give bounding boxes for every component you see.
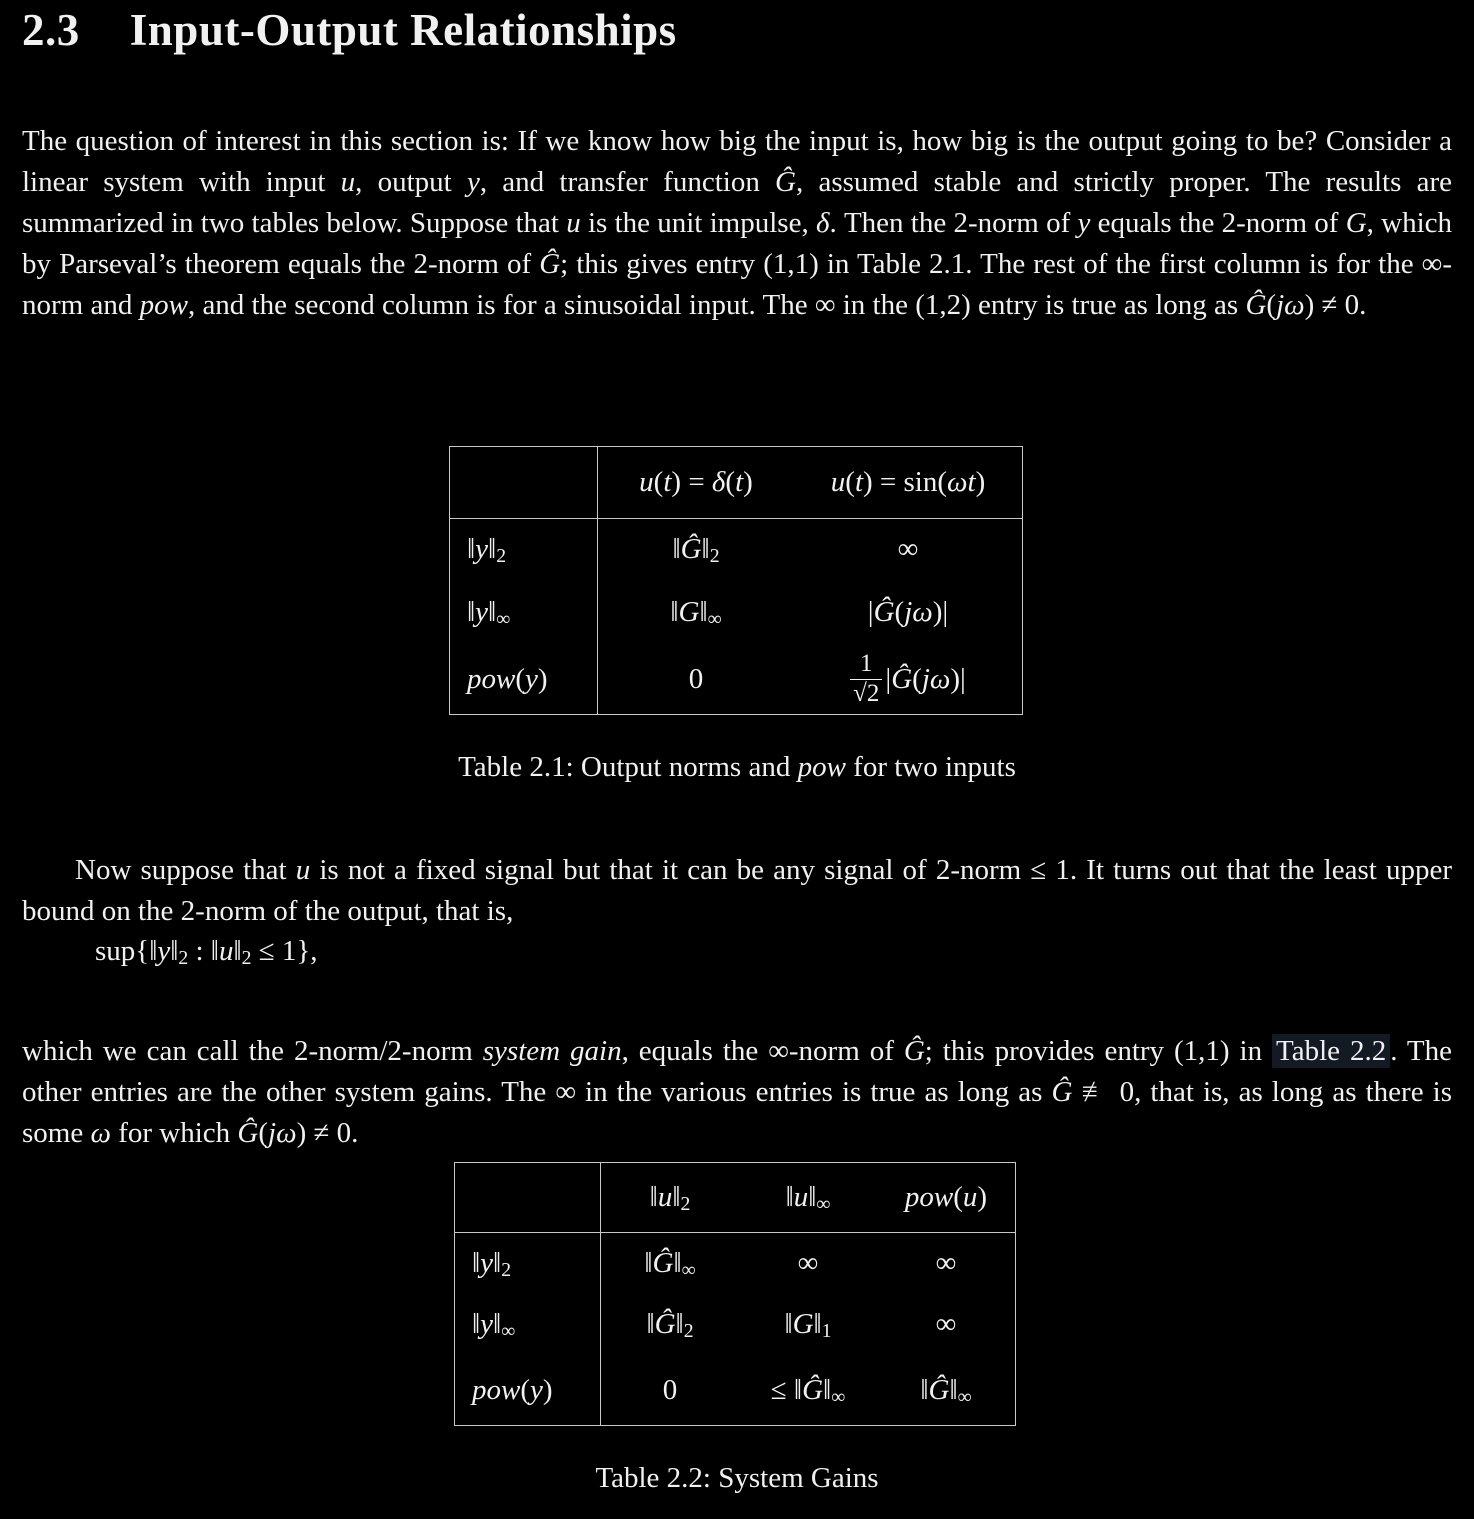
table1-rowlabel-y-2norm: $‖y‖_2$ — [450, 519, 598, 581]
table1-header-sinusoid-input: u(t) = sin(ωt) — [794, 447, 1023, 519]
paragraph-system-gain-text-before: which we can call the 2-norm/2-norm system gain, equals the ∞-norm of Ĝ; this provides entry (1,1) in — [22, 1035, 1273, 1067]
table-cell: ∞ — [935, 1246, 957, 1279]
table-cell-fraction — [794, 644, 1023, 715]
table2-rowlabel-pow-y: pow(y) — [455, 1355, 601, 1426]
table-cell: 0 — [688, 662, 704, 695]
table2-header-pow-u: pow(u) — [877, 1163, 1016, 1233]
table-cell: $‖Ĝ‖_2$ — [646, 1307, 694, 1342]
paragraph-system-gain-text-after: . The other entries are the other system gains. The ∞ in the various entries is true as long as Ĝ ≢ 0, that is, as long as there is some ω for which Ĝ(jω) ≠ 0. — [22, 1035, 1453, 1149]
table1-rowlabel-y-infnorm: $‖y‖_\infty$ — [450, 580, 598, 644]
table-2-1-caption: Table 2.1: Output norms and pow for two inputs — [458, 751, 1016, 783]
table-2-2 — [454, 1162, 1016, 1426]
table1-rowlabel-pow-y: pow(y) — [450, 644, 598, 715]
table2-rowlabel-y-2norm: $‖y‖_2$ — [455, 1233, 601, 1294]
table-cell: 0 — [662, 1373, 678, 1406]
table-2-2-link[interactable]: Table 2.2 — [1272, 1034, 1390, 1068]
paragraph-intro: The question of interest in this section is: If we know how big the input is, how big is the output going to be? Consider a linear system with input u, output y, and transfer function Ĝ, assumed stable and strictly proper. The results are summarized in two tables below. Suppose that u is the unit impulse, δ. Then the 2-norm of y equals the 2-norm of G, which by Parseval’s theorem equals the 2-norm of Ĝ; this gives entry (1,1) in Table 2.1. The rest of the first column is for the ∞-norm and pow, and the second column is for a sinusoidal input. The ∞ in the (1,2) entry is true as long as Ĝ(jω) ≠ 0. — [22, 125, 1453, 321]
table2-header-u-2norm: $‖u‖_2$ — [601, 1163, 740, 1233]
table-row — [455, 1355, 1016, 1426]
display-equation-sup: $sup\{‖y‖_2$ : $‖u‖_2 \le 1$}, — [95, 935, 318, 970]
fraction-rest: |Ĝ(jω)| — [885, 662, 966, 695]
table-row — [455, 1233, 1016, 1294]
table-cell: |Ĝ(jω)| — [867, 595, 949, 628]
table-cell: $‖Ĝ‖_\infty$ — [920, 1373, 972, 1408]
fraction-denominator: √2 — [850, 679, 882, 709]
table2-corner-cell — [455, 1163, 601, 1233]
table-cell: $‖G‖_\infty$ — [670, 595, 722, 630]
table-cell: ∞ — [897, 533, 919, 565]
table-row — [455, 1293, 1016, 1355]
section-number: 2.3 — [22, 5, 80, 55]
table-cell: ∞ — [935, 1307, 957, 1340]
table-cell: $‖Ĝ‖_2$ — [672, 533, 720, 568]
table-row — [450, 519, 1023, 581]
table1-header-impulse-input: u(t) = δ(t) — [598, 447, 795, 519]
table-cell: $‖Ĝ‖_\infty$ — [644, 1246, 696, 1281]
paragraph-sup-intro: Now suppose that u is not a fixed signal but that it can be any signal of 2-norm ≤ 1. It turns out that the least upper bound on the 2-norm of the output, that is, — [22, 854, 1452, 927]
table-row — [450, 644, 1023, 715]
table1-corner-cell — [450, 447, 598, 519]
table-2-2-caption: Table 2.2: System Gains — [595, 1462, 879, 1494]
section-heading — [22, 4, 677, 56]
section-title: Input-Output Relationships — [129, 5, 677, 55]
table-cell: ≤ $‖Ĝ‖_\infty$ — [770, 1373, 846, 1408]
table-cell: $‖G‖_1$ — [784, 1307, 832, 1342]
table2-rowlabel-y-infnorm: $‖y‖_\infty$ — [455, 1293, 601, 1355]
table-row — [450, 580, 1023, 644]
table-cell: ∞ — [797, 1246, 819, 1279]
table-2-1 — [449, 446, 1023, 715]
fraction-one-over-sqrt2 — [850, 650, 882, 709]
paragraph-system-gain — [22, 1031, 1452, 1154]
fraction-numerator: 1 — [860, 649, 873, 677]
table2-header-u-infnorm: $‖u‖_\infty$ — [739, 1163, 877, 1233]
